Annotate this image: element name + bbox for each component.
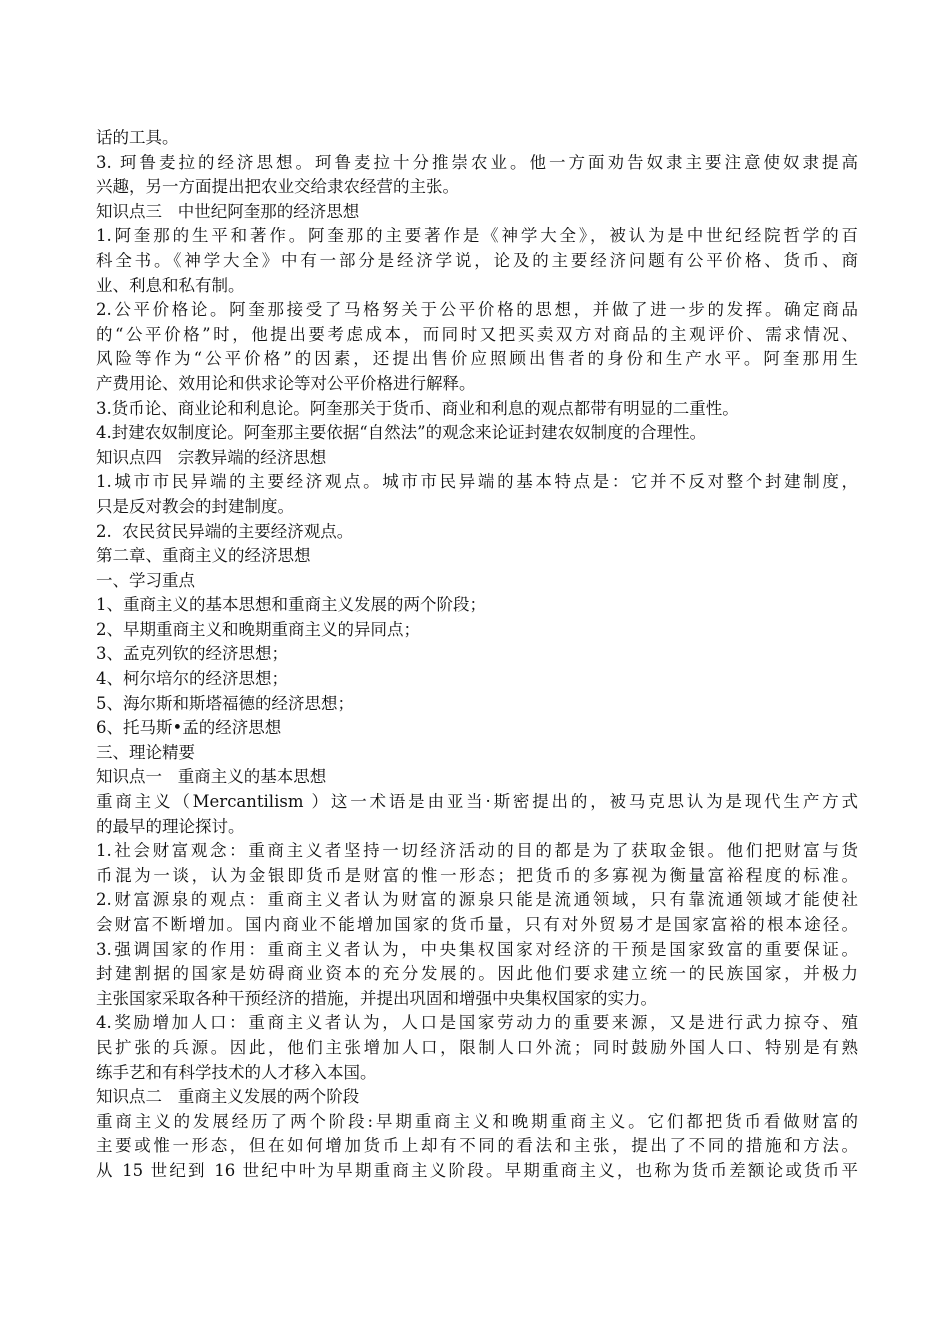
text-line: 1.阿奎那的生平和著作。阿奎那的主要著作是《神学大全》，被认为是中世纪经院哲学的百 — [96, 226, 858, 246]
text-line: 知识点四 宗教异端的经济思想 — [96, 447, 327, 467]
text-line: 科全书。《神学大全》中有一部分是经济学说，论及的主要经济问题有公平价格、货币、商 — [96, 250, 858, 270]
text-line: 风险等作为“公平价格”的因素，还提出售价应照顾出售者的身份和生产水平。阿奎那用生 — [96, 349, 858, 369]
text-line: 只是反对教会的封建制度。 — [96, 496, 294, 516]
text-line: 1、重商主义的基本思想和重商主义发展的两个阶段； — [96, 595, 486, 615]
text-line: 知识点二 重商主义发展的两个阶段 — [96, 1087, 360, 1107]
text-line: 4.封建农奴制度论。阿奎那主要依据“自然法”的观念来论证封建农奴制度的合理性。 — [96, 423, 707, 443]
text-line: 3. 珂鲁麦拉的经济思想。珂鲁麦拉十分推崇农业。他一方面劝告奴隶主要注意使奴隶提高 — [96, 152, 858, 172]
text-line: 封建割据的国家是妨碍商业资本的充分发展的。因此他们要求建立统一的民族国家，并极力 — [96, 964, 858, 984]
text-line: 2.财富源泉的观点：重商主义者认为财富的源泉只能是流通领域，只有靠流通领域才能使社 — [96, 890, 858, 910]
text-line: 2. 农民贫民异端的主要经济观点。 — [96, 521, 354, 541]
text-line: 重商主义（Mercantilism ）这一术语是由亚当·斯密提出的，被马克思认为是现代生产方式 — [96, 792, 858, 812]
text-line: 6、托马斯•孟的经济思想 — [96, 718, 282, 738]
text-line: 3.强调国家的作用：重商主义者认为，中央集权国家对经济的干预是国家致富的重要保证。 — [96, 939, 858, 959]
text-line: 知识点一 重商主义的基本思想 — [96, 767, 327, 787]
text-line: 产费用论、效用论和供求论等对公平价格进行解释。 — [96, 373, 476, 393]
document-page — [96, 126, 858, 1184]
text-line: 2、早期重商主义和晚期重商主义的异同点； — [96, 619, 420, 639]
text-line: 业、利息和私有制。 — [96, 275, 245, 295]
text-line: 1.社会财富观念：重商主义者坚持一切经济活动的目的都是为了获取金银。他们把财富与货 — [96, 841, 858, 861]
text-line: 3、孟克列钦的经济思想； — [96, 644, 288, 664]
text-line: 练手艺和有科学技术的人才移入本国。 — [96, 1062, 377, 1082]
text-line: 1.城市市民异端的主要经济观点。城市市民异端的基本特点是：它并不反对整个封建制度， — [96, 472, 858, 492]
text-line: 4.奖励增加人口：重商主义者认为，人口是国家劳动力的重要来源，又是进行武力掠夺、殖 — [96, 1013, 858, 1033]
text-line: 5、海尔斯和斯塔福德的经济思想； — [96, 693, 354, 713]
text-line: 的最早的理论探讨。 — [96, 816, 245, 836]
text-line: 币混为一谈，认为金银即货币是财富的惟一形态；把货币的多寡视为衡量富裕程度的标准。 — [96, 865, 858, 885]
text-line: 主张国家采取各种干预经济的措施，并提出巩固和增强中央集权国家的实力。 — [96, 988, 657, 1008]
text-line: 重商主义的发展经历了两个阶段:早期重商主义和晚期重商主义。它们都把货币看做财富的 — [96, 1111, 858, 1131]
text-line: 第二章、重商主义的经济思想 — [96, 546, 311, 566]
text-line: 会财富不断增加。国内商业不能增加国家的货币量，只有对外贸易才是国家富裕的根本途径。 — [96, 915, 858, 934]
text-line: 主要或惟一形态，但在如何增加货币上却有不同的看法和主张，提出了不同的措施和方法。 — [96, 1136, 858, 1156]
text-line: 2.公平价格论。阿奎那接受了马格努关于公平价格的思想，并做了进一步的发挥。确定商品 — [96, 300, 858, 320]
text-line: 话的工具。 — [96, 128, 179, 147]
text-line: 兴趣，另一方面提出把农业交给隶农经营的主张。 — [96, 177, 459, 197]
text-line: 民扩张的兵源。因此，他们主张增加人口，限制人口外流；同时鼓励外国人口、特别是有熟 — [96, 1037, 858, 1057]
text-line: 一、学习重点 — [96, 570, 195, 590]
text-line: 三、理论精要 — [96, 742, 195, 762]
text-line: 4、柯尔培尔的经济思想； — [96, 669, 288, 689]
text-line: 3.货币论、商业论和利息论。阿奎那关于货币、商业和利息的观点都带有明显的二重性。 — [96, 398, 739, 418]
text-line: 知识点三 中世纪阿奎那的经济思想 — [96, 201, 360, 221]
text-line: 的“公平价格”时，他提出要考虑成本，而同时又把买卖双方对商品的主观评价、需求情况、 — [96, 324, 858, 344]
text-line: 从 15 世纪到 16 世纪中叶为早期重商主义阶段。早期重商主义，也称为货币差额论或货币平 — [96, 1160, 858, 1180]
